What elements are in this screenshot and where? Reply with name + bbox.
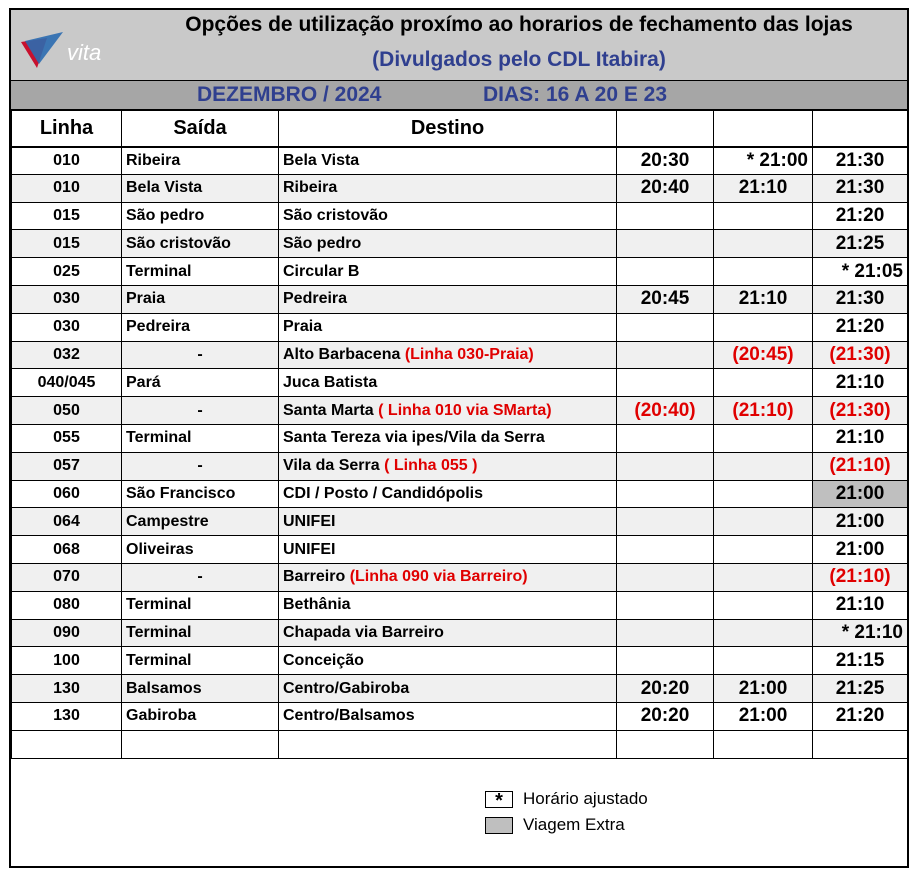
cell-saida: Terminal — [122, 619, 279, 647]
cell-saida: - — [122, 563, 279, 591]
destino-text: Conceição — [283, 651, 364, 669]
days-label: DIAS: 16 A 20 E 23 — [483, 83, 668, 106]
cell-time-3: 21:30 — [813, 285, 908, 313]
table-row — [12, 202, 908, 230]
cell-saida: São Francisco — [122, 480, 279, 508]
cell-linha: 025 — [12, 258, 122, 286]
cell-saida: Terminal — [122, 258, 279, 286]
cell-time-1 — [617, 258, 714, 286]
destino-note: (Linha 030-Praia) — [404, 345, 534, 363]
cell-time-2 — [714, 202, 813, 230]
destino-text: Centro/Balsamos — [283, 707, 415, 725]
cell-time-1 — [617, 536, 714, 564]
cell-time-2 — [714, 508, 813, 536]
month-label: DEZEMBRO / 2024 — [197, 83, 382, 106]
page-subtitle: (Divulgados pelo CDL Itabira) — [372, 48, 666, 71]
cell-time-2 — [714, 369, 813, 397]
cell-time-1: 20:40 — [617, 174, 714, 202]
cell-time-2 — [714, 424, 813, 452]
cell-time-2 — [714, 258, 813, 286]
table-row — [12, 452, 908, 480]
cell-linha: 130 — [12, 675, 122, 703]
cell-time-1 — [617, 313, 714, 341]
cell-linha: 040/045 — [12, 369, 122, 397]
destino-text: Juca Batista — [283, 373, 378, 391]
table-row — [12, 341, 908, 369]
empty-cell — [714, 730, 813, 758]
cell-saida: Bela Vista — [122, 174, 279, 202]
cell-linha: 030 — [12, 285, 122, 313]
cell-time-3: 21:00 — [813, 480, 908, 508]
cell-time-1 — [617, 341, 714, 369]
cell-saida: - — [122, 397, 279, 425]
table-row — [12, 591, 908, 619]
cell-time-2: 21:10 — [714, 174, 813, 202]
table-header-row — [12, 111, 908, 147]
column-header-time-1 — [617, 111, 714, 147]
cell-linha: 057 — [12, 452, 122, 480]
cell-time-3: 21:25 — [813, 230, 908, 258]
cell-linha: 090 — [12, 619, 122, 647]
table-row — [12, 313, 908, 341]
cell-time-1 — [617, 424, 714, 452]
cell-time-1 — [617, 563, 714, 591]
destino-text: Santa Tereza via ipes/Vila da Serra — [283, 429, 545, 447]
empty-row — [12, 730, 908, 758]
cell-linha: 015 — [12, 202, 122, 230]
column-header-linha: Linha — [12, 111, 122, 147]
cell-saida: São pedro — [122, 202, 279, 230]
cell-time-1 — [617, 619, 714, 647]
cell-time-2 — [714, 452, 813, 480]
period-banner — [11, 80, 907, 110]
cell-destino — [279, 563, 617, 591]
cell-time-2 — [714, 230, 813, 258]
cell-time-3: 21:10 — [813, 591, 908, 619]
cell-time-2: * 21:00 — [714, 147, 813, 175]
cell-time-3: 21:30 — [813, 174, 908, 202]
cell-time-2 — [714, 480, 813, 508]
table-row — [12, 675, 908, 703]
destino-note: ( Linha 055 ) — [384, 457, 478, 475]
cell-saida: Ribeira — [122, 147, 279, 175]
cell-saida: Praia — [122, 285, 279, 313]
legend-adjusted-label: Horário ajustado — [523, 789, 648, 808]
cell-saida: São cristovão — [122, 230, 279, 258]
cell-time-3: 21:10 — [813, 369, 908, 397]
table-row — [12, 480, 908, 508]
destino-text: Bethânia — [283, 596, 351, 614]
cell-time-3: 21:30 — [813, 147, 908, 175]
cell-saida: Campestre — [122, 508, 279, 536]
cell-time-3: (21:10) — [813, 563, 908, 591]
destino-note: (Linha 090 via Barreiro) — [349, 568, 528, 586]
destino-text: Pedreira — [283, 290, 348, 308]
empty-cell — [813, 730, 908, 758]
vita-logo — [17, 28, 127, 72]
grey-swatch-icon — [485, 817, 513, 834]
cell-time-1: 20:45 — [617, 285, 714, 313]
cell-saida: Pedreira — [122, 313, 279, 341]
table-row — [12, 230, 908, 258]
empty-cell — [122, 730, 279, 758]
table-row — [12, 508, 908, 536]
table-row — [12, 647, 908, 675]
destino-note: ( Linha 010 via SMarta) — [378, 401, 552, 419]
table-row — [12, 147, 908, 175]
destino-text: São cristovão — [283, 206, 388, 224]
cell-time-1 — [617, 647, 714, 675]
cell-destino — [279, 230, 617, 258]
cell-time-2: 21:00 — [714, 675, 813, 703]
table-row — [12, 369, 908, 397]
schedule-rows — [12, 147, 908, 759]
cell-saida: Pará — [122, 369, 279, 397]
cell-linha: 064 — [12, 508, 122, 536]
cell-linha: 050 — [12, 397, 122, 425]
cell-saida: - — [122, 341, 279, 369]
cell-saida: - — [122, 452, 279, 480]
cell-time-3: * 21:10 — [813, 619, 908, 647]
cell-destino — [279, 675, 617, 703]
cell-destino — [279, 452, 617, 480]
cell-time-3: 21:25 — [813, 675, 908, 703]
cell-linha: 010 — [12, 147, 122, 175]
cell-destino — [279, 424, 617, 452]
table-row — [12, 619, 908, 647]
destino-text: Ribeira — [283, 179, 338, 197]
cell-time-3: (21:30) — [813, 397, 908, 425]
cell-time-1 — [617, 480, 714, 508]
cell-destino — [279, 369, 617, 397]
cell-linha: 080 — [12, 591, 122, 619]
cell-linha: 055 — [12, 424, 122, 452]
cell-time-2 — [714, 563, 813, 591]
cell-time-3: 21:15 — [813, 647, 908, 675]
cell-saida: Terminal — [122, 424, 279, 452]
destino-text: Bela Vista — [283, 151, 360, 169]
destino-text: UNIFEI — [283, 540, 336, 558]
cell-time-1: 20:20 — [617, 675, 714, 703]
cell-time-2 — [714, 591, 813, 619]
table-row — [12, 174, 908, 202]
cell-linha: 032 — [12, 341, 122, 369]
empty-cell — [617, 730, 714, 758]
empty-cell — [12, 730, 122, 758]
cell-linha: 010 — [12, 174, 122, 202]
destino-text: Santa Marta — [283, 401, 374, 419]
destino-text: Barreiro — [283, 568, 346, 586]
cell-time-2: 21:00 — [714, 702, 813, 730]
destino-text: Centro/Gabiroba — [283, 679, 410, 697]
cell-time-1 — [617, 202, 714, 230]
destino-text: Circular B — [283, 262, 360, 280]
column-header-destino: Destino — [279, 111, 617, 147]
table-row — [12, 397, 908, 425]
cell-destino — [279, 702, 617, 730]
table-row — [12, 563, 908, 591]
cell-destino — [279, 508, 617, 536]
legend-extra-label: Viagem Extra — [523, 815, 625, 834]
cell-time-1 — [617, 230, 714, 258]
cell-time-3: * 21:05 — [813, 258, 908, 286]
cell-time-3: 21:00 — [813, 536, 908, 564]
destino-text: Chapada via Barreiro — [283, 623, 444, 641]
cell-saida: Terminal — [122, 647, 279, 675]
cell-destino — [279, 591, 617, 619]
cell-time-2: 21:10 — [714, 285, 813, 313]
table-row — [12, 285, 908, 313]
cell-destino — [279, 619, 617, 647]
cell-time-1: (20:40) — [617, 397, 714, 425]
cell-time-3: 21:10 — [813, 424, 908, 452]
cell-destino — [279, 341, 617, 369]
cell-destino — [279, 174, 617, 202]
cell-time-1: 20:20 — [617, 702, 714, 730]
cell-time-2 — [714, 536, 813, 564]
cell-time-2 — [714, 619, 813, 647]
cell-destino — [279, 480, 617, 508]
cell-linha: 130 — [12, 702, 122, 730]
cell-time-3: (21:10) — [813, 452, 908, 480]
cell-destino — [279, 285, 617, 313]
cell-saida: Gabiroba — [122, 702, 279, 730]
cell-time-2 — [714, 313, 813, 341]
cell-saida: Balsamos — [122, 675, 279, 703]
cell-time-1 — [617, 369, 714, 397]
cell-linha: 068 — [12, 536, 122, 564]
cell-linha: 070 — [12, 563, 122, 591]
cell-time-3: 21:00 — [813, 508, 908, 536]
cell-time-2: (21:10) — [714, 397, 813, 425]
cell-time-3: 21:20 — [813, 202, 908, 230]
destino-text: Praia — [283, 318, 323, 336]
table-row — [12, 258, 908, 286]
cell-destino — [279, 536, 617, 564]
schedule-table — [11, 110, 908, 759]
cell-destino — [279, 647, 617, 675]
title-banner — [11, 10, 907, 80]
cell-linha: 100 — [12, 647, 122, 675]
asterisk-icon: * — [485, 791, 513, 808]
cell-time-3: 21:20 — [813, 702, 908, 730]
cell-saida: Oliveiras — [122, 536, 279, 564]
destino-text: Alto Barbacena — [283, 345, 401, 363]
destino-text: CDI / Posto / Candidópolis — [283, 484, 483, 502]
cell-destino — [279, 147, 617, 175]
cell-saida: Terminal — [122, 591, 279, 619]
cell-linha: 030 — [12, 313, 122, 341]
table-row — [12, 424, 908, 452]
cell-time-3: (21:30) — [813, 341, 908, 369]
cell-destino — [279, 397, 617, 425]
table-row — [12, 536, 908, 564]
cell-linha: 015 — [12, 230, 122, 258]
column-header-time-2 — [714, 111, 813, 147]
cell-time-3: 21:20 — [813, 313, 908, 341]
table-row — [12, 702, 908, 730]
cell-time-1 — [617, 508, 714, 536]
destino-text: Vila da Serra — [283, 457, 380, 475]
logo-text: vita — [67, 40, 102, 65]
column-header-time-3 — [813, 111, 908, 147]
schedule-sheet — [9, 8, 909, 868]
cell-destino — [279, 202, 617, 230]
cell-destino — [279, 313, 617, 341]
cell-destino — [279, 258, 617, 286]
cell-time-2 — [714, 647, 813, 675]
cell-linha: 060 — [12, 480, 122, 508]
cell-time-2: (20:45) — [714, 341, 813, 369]
cell-time-1 — [617, 591, 714, 619]
cell-time-1 — [617, 452, 714, 480]
destino-text: São pedro — [283, 234, 362, 252]
page-title: Opções de utilização proxímo ao horarios de fechamento das lojas — [185, 13, 853, 36]
destino-text: UNIFEI — [283, 512, 336, 530]
column-header-saida: Saída — [122, 111, 279, 147]
empty-cell — [279, 730, 617, 758]
cell-time-1: 20:30 — [617, 147, 714, 175]
